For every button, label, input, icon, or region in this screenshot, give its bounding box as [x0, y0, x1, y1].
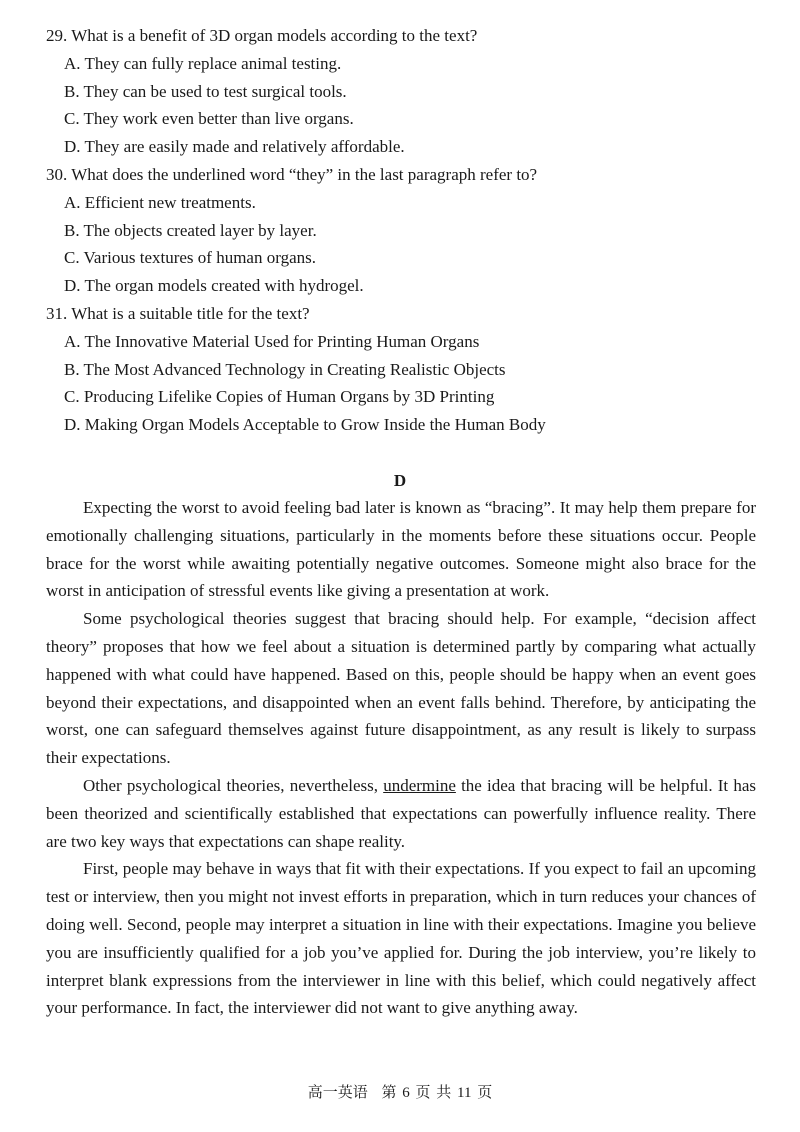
- answer-option: B. They can be used to test surgical tools.: [64, 81, 347, 101]
- answer-option: A. They can fully replace animal testing.: [64, 53, 342, 73]
- question-list: [46, 22, 766, 439]
- question-stem: 30. What does the underlined word “they” in the last paragraph refer to?: [46, 164, 538, 184]
- passage-paragraph-3: [46, 772, 756, 855]
- answer-option: D. They are easily made and relatively affordable.: [64, 137, 405, 157]
- question-stem: 31. What is a suitable title for the text?: [46, 303, 310, 323]
- answer-option: C. Various textures of human organs.: [64, 248, 316, 268]
- footer-subject: 高一英语: [307, 1085, 368, 1101]
- answer-option: B. The objects created layer by layer.: [64, 220, 317, 240]
- answer-option: D. Making Organ Models Acceptable to Grow Inside the Human Body: [64, 415, 546, 435]
- reading-passage: [46, 494, 756, 1022]
- answer-option: A. The Innovative Material Used for Printing Human Organs: [64, 331, 480, 351]
- section-title: D: [393, 471, 407, 490]
- footer-page-info: 第 6 页 共 11 页: [381, 1085, 493, 1101]
- paragraph-text: the idea that bracing will be helpful. It has been theorized and scientifically established that expectations can powerfully influence reality. There are two key ways that expectations can shape reality.: [46, 775, 756, 851]
- answer-option: B. The Most Advanced Technology in Creating Realistic Objects: [64, 359, 506, 379]
- passage-paragraph-1: Expecting the worst to avoid feeling bad later is known as “bracing”. It may help them prepare for emotionally challenging situations, particularly in the moments before these situations occur. People brace for the worst while awaiting potentially negative outcomes. Someone might also brace for the worst in anticipation of stressful events like giving a presentation at work.: [46, 498, 756, 601]
- passage-paragraph-4: First, people may behave in ways that fit with their expectations. If you expect to fail an upcoming test or interview, then you might not invest efforts in preparation, which in turn reduces your chances of doing well. Second, people may interpret a situation in line with their expectations. Imagine you believe you are insufficiently qualified for a job you’ve applied for. During the job interview, you’re likely to interpret blank expressions from the interviewer in line with this belief, which could negatively affect your performance. In fact, the interviewer did not want to give anything away.: [46, 859, 756, 1018]
- answer-option: C. Producing Lifelike Copies of Human Organs by 3D Printing: [64, 387, 495, 407]
- question-stem: 29. What is a benefit of 3D organ models according to the text?: [46, 26, 478, 45]
- question-29: [46, 22, 766, 161]
- answer-option: C. They work even better than live organs.: [64, 109, 354, 129]
- underlined-word: undermine: [383, 775, 456, 795]
- answer-option: A. Efficient new treatments.: [64, 192, 256, 212]
- paragraph-text: Other psychological theories, nevertheless,: [83, 775, 384, 795]
- question-31: [46, 300, 766, 439]
- question-30: [46, 161, 766, 300]
- page-footer: [0, 1083, 800, 1103]
- passage-paragraph-2: Some psychological theories suggest that bracing should help. For example, “decision affect theory” proposes that how we feel about a situation is determined partly by comparing what actually happened with what could have happened. Based on this, people should be happy when an event goes beyond their expectations, and disappointed when an event falls behind. Therefore, by anticipating the worst, one can safeguard themselves against future disappointment, as any result is likely to surpass their expectations.: [46, 609, 756, 768]
- answer-option: D. The organ models created with hydrogel.: [64, 276, 364, 296]
